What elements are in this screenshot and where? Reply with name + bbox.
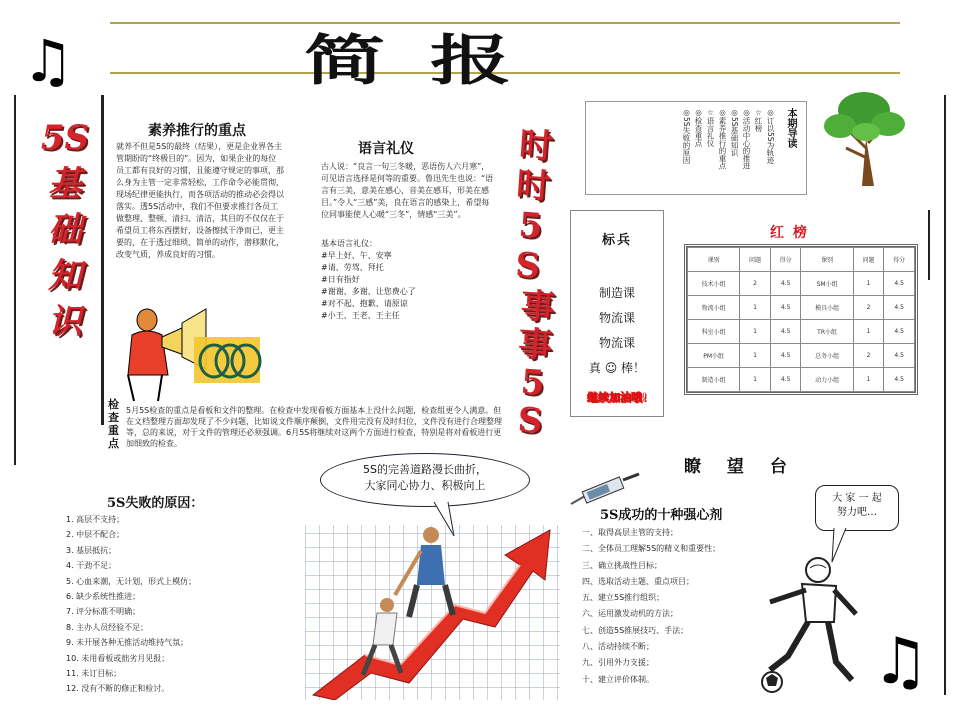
list-item: 4. 干劲不足；	[66, 561, 117, 571]
right-border-rule	[944, 95, 946, 695]
list-item: 2. 中层不配合；	[66, 530, 125, 540]
list-item: 12. 没有不断的修正和检讨。	[66, 684, 170, 694]
honor-roll-table-frame	[684, 244, 918, 395]
table-cell: 4.5	[770, 320, 801, 344]
table-cell: 1	[853, 368, 884, 392]
list-item: ☆语言礼仪	[706, 108, 715, 147]
table-cell: 制造小组	[688, 368, 740, 392]
teamwork-growth-illustration	[305, 505, 560, 700]
list-item: 八、活动持续不断；	[582, 642, 654, 652]
list-item: 物流课	[598, 311, 635, 325]
table-cell: 1	[740, 344, 771, 368]
slogan-line-1: 时时5S	[514, 125, 555, 287]
basics-vertical-title: 5S基础知识	[40, 118, 90, 342]
list-item: 10. 未用看板或拙劣月见报；	[66, 653, 170, 663]
etiquette-body: 古人说：“良言一句三冬暖，恶语伤人六月寒”，可见语言选择是何等的重要。鲁迅先生也说：“语言有三美，意美在感心，音美在感耳，形美在感目。”令人“三感”美，良在语言的感染上，希望每位同事能使人心暖“三冬”，情感“三美”。	[321, 162, 494, 219]
table-cell: SM小组	[801, 272, 853, 296]
list-item: 三、确立挑战性目标；	[582, 560, 662, 570]
table-cell: TR小组	[801, 320, 853, 344]
list-item: 6. 缺少系统性推进；	[66, 592, 141, 602]
role-models-list	[571, 281, 663, 381]
table-cell: 1	[740, 320, 771, 344]
list-item: #日有指好	[321, 275, 360, 284]
left-border-rule	[14, 95, 16, 465]
table-header-row	[688, 248, 915, 272]
table-cell: 总务小组	[801, 344, 853, 368]
list-item: 六、运用激发动机的方法；	[582, 609, 678, 619]
table-cell: 2	[740, 272, 771, 296]
list-item: ◎5S失败的原因	[682, 108, 691, 165]
inspection-label: 检查重点	[108, 398, 119, 450]
list-item: 7. 评分标准不明确；	[66, 607, 141, 617]
tree-illustration	[818, 78, 910, 188]
list-item: 九、引用外力支援；	[582, 658, 654, 668]
table-cell: 4.5	[770, 272, 801, 296]
list-item: ◎检查重点	[694, 108, 703, 147]
table-cell: PM小组	[688, 344, 740, 368]
list-item: 十、建立评价体制。	[582, 674, 654, 684]
list-item: #早上好、午、安寧	[321, 251, 392, 260]
list-item: #请、劳驾、拜托	[321, 263, 384, 272]
table-row	[688, 368, 915, 392]
motto-speech-bubble	[320, 453, 530, 507]
table-cell: 1	[740, 368, 771, 392]
list-item: 七、创造5S推展技巧、手法；	[582, 625, 689, 635]
player-bubble-line-1: 大 家 一 起	[832, 493, 882, 504]
table-cell: 物流小组	[688, 296, 740, 320]
failure-title: 5S失败的原因：	[107, 496, 204, 511]
table-row	[688, 344, 915, 368]
right-accent-rule	[928, 210, 930, 280]
success-title: 5S成功的十种强心剂	[600, 508, 723, 523]
table-cell: 技术小组	[688, 272, 740, 296]
motto-line-2: 大家同心协力、积极向上	[364, 479, 486, 492]
table-cell: 1	[853, 320, 884, 344]
honor-roll-table	[687, 247, 915, 392]
list-item: ◎素养推行的重点	[718, 108, 727, 170]
table-cell: 科室小组	[688, 320, 740, 344]
role-models-box	[570, 210, 664, 417]
issue-guide-list	[680, 108, 776, 188]
table-cell: 4.5	[770, 296, 801, 320]
table-cell: 动力小组	[801, 368, 853, 392]
etiquette-list-heading: 基本语言礼仪：	[321, 239, 377, 248]
header-cell: 课别	[688, 248, 740, 272]
header-cell: 课别	[801, 248, 853, 272]
header-cell: 得分	[884, 248, 915, 272]
music-note-icon-bottom: ♫	[872, 625, 930, 699]
list-item: 二、全体员工理解5S的精义和重要性；	[582, 544, 721, 554]
cheer-text: 继续加油哦!	[586, 391, 648, 404]
table-cell: 模具小组	[801, 296, 853, 320]
list-item: 五、建立5S推行组织；	[582, 593, 665, 603]
table-cell: 4.5	[884, 296, 915, 320]
role-models-title: 标兵	[601, 233, 632, 248]
issue-guide-box	[585, 101, 807, 195]
table-row	[688, 320, 915, 344]
table-cell: 2	[853, 344, 884, 368]
list-item: 一、取得高层主管的支持；	[582, 528, 678, 537]
list-item: 5. 心血来潮，无计划，形式上模仿；	[66, 576, 197, 586]
failure-list	[66, 512, 326, 697]
list-item: #谢谢、多谢、让您费心了	[321, 287, 416, 296]
list-item: 1. 高层不支持；	[66, 515, 125, 524]
honor-roll-title: 红 榜	[770, 225, 809, 241]
left-column-rule	[101, 95, 104, 425]
table-cell: 4.5	[884, 344, 915, 368]
list-item: ◎订以5S为轨迹	[766, 108, 775, 165]
table-cell: 1	[853, 272, 884, 296]
list-item: ☆红榜	[754, 108, 763, 132]
soccer-player-illustration	[748, 552, 868, 702]
table-cell: 4.5	[884, 368, 915, 392]
list-item: ◎5S基础知识	[730, 108, 739, 157]
inspection-body: 5月5S检查的重点是看板和文件的整理。在检查中发现看板方面基本上没什么问题，检查组更令人满意。但在文档整理方面却发现了不少问题，比如说文件顺序颠倒，文件用完没有及时归位，文件没有进行合理整理等，总的来说，对于文件的管理还必须强调。6月5S将继续对这两个方面进行检查，特别是将对看板进行更加细致的检查。	[126, 406, 502, 448]
table-row	[688, 272, 915, 296]
table-cell: 2	[853, 296, 884, 320]
list-item: 制造课	[598, 286, 635, 300]
megaphone-speaker-illustration	[122, 305, 270, 403]
list-item: 3. 基层抵抗；	[66, 545, 117, 555]
motto-line-1: 5S的完善道路漫长曲折，	[363, 463, 487, 476]
table-cell: 4.5	[770, 368, 801, 392]
list-item: 四、选取活动主题、重点项目；	[582, 576, 694, 586]
list-item: ◎活动中心的推进	[742, 108, 751, 170]
header-cell: 问题	[853, 248, 884, 272]
etiquette-title: 语言礼仪	[358, 141, 414, 157]
cultivation-body: 就养不但是5S的最终（结果），更是企业界各主管期盼的“终极目的”。因为，如果企业的每位员工都有良好的习惯，且能遵守规定的事项，那么身为主管一定非常轻松，工作命令必能贯彻，现场纪律更能执行，而各项活动的推动必会得以落实。透5S活动中，我们不但要求推行各员工做整理、整顿、清扫、清洁，其目的不仅仅在于希望员工将东西摆好，设备擦拭干净而已，更主要的，在于透过细琐、简单的动作，潜移默化，改变气质，养成良好的习惯。	[116, 142, 284, 259]
player-bubble-line-2: 努力吧…	[837, 507, 877, 518]
list-item: 8. 主办人员经验不足；	[66, 622, 149, 632]
table-cell: 4.5	[770, 344, 801, 368]
list-item: 11. 未订目标；	[66, 669, 122, 679]
header-cell: 问题	[740, 248, 771, 272]
header-cell: 得分	[770, 248, 801, 272]
table-cell: 1	[740, 296, 771, 320]
list-item: 物流课	[598, 336, 635, 350]
list-item: #对不起、抱歉、请原谅	[321, 299, 408, 308]
etiquette-list	[321, 250, 416, 322]
list-item: 9. 未开展各种无推活动维持气氛；	[66, 638, 189, 648]
list-item: #小王、王老、王主任	[321, 311, 400, 320]
music-note-icon: ♫	[22, 27, 74, 95]
praise-text: 真 ☺ 棒！	[588, 361, 646, 375]
player-speech-bubble	[815, 485, 899, 531]
issue-guide-title: 本期导读	[785, 108, 796, 148]
table-cell: 4.5	[884, 272, 915, 296]
table-cell: 4.5	[884, 320, 915, 344]
cultivation-title: 素养推行的重点	[148, 123, 246, 139]
outlook-title: 瞭 望 台	[684, 457, 797, 477]
table-row	[688, 296, 915, 320]
slogan-line-2: 事事5S	[516, 286, 557, 442]
page-title: 简报	[304, 28, 556, 92]
